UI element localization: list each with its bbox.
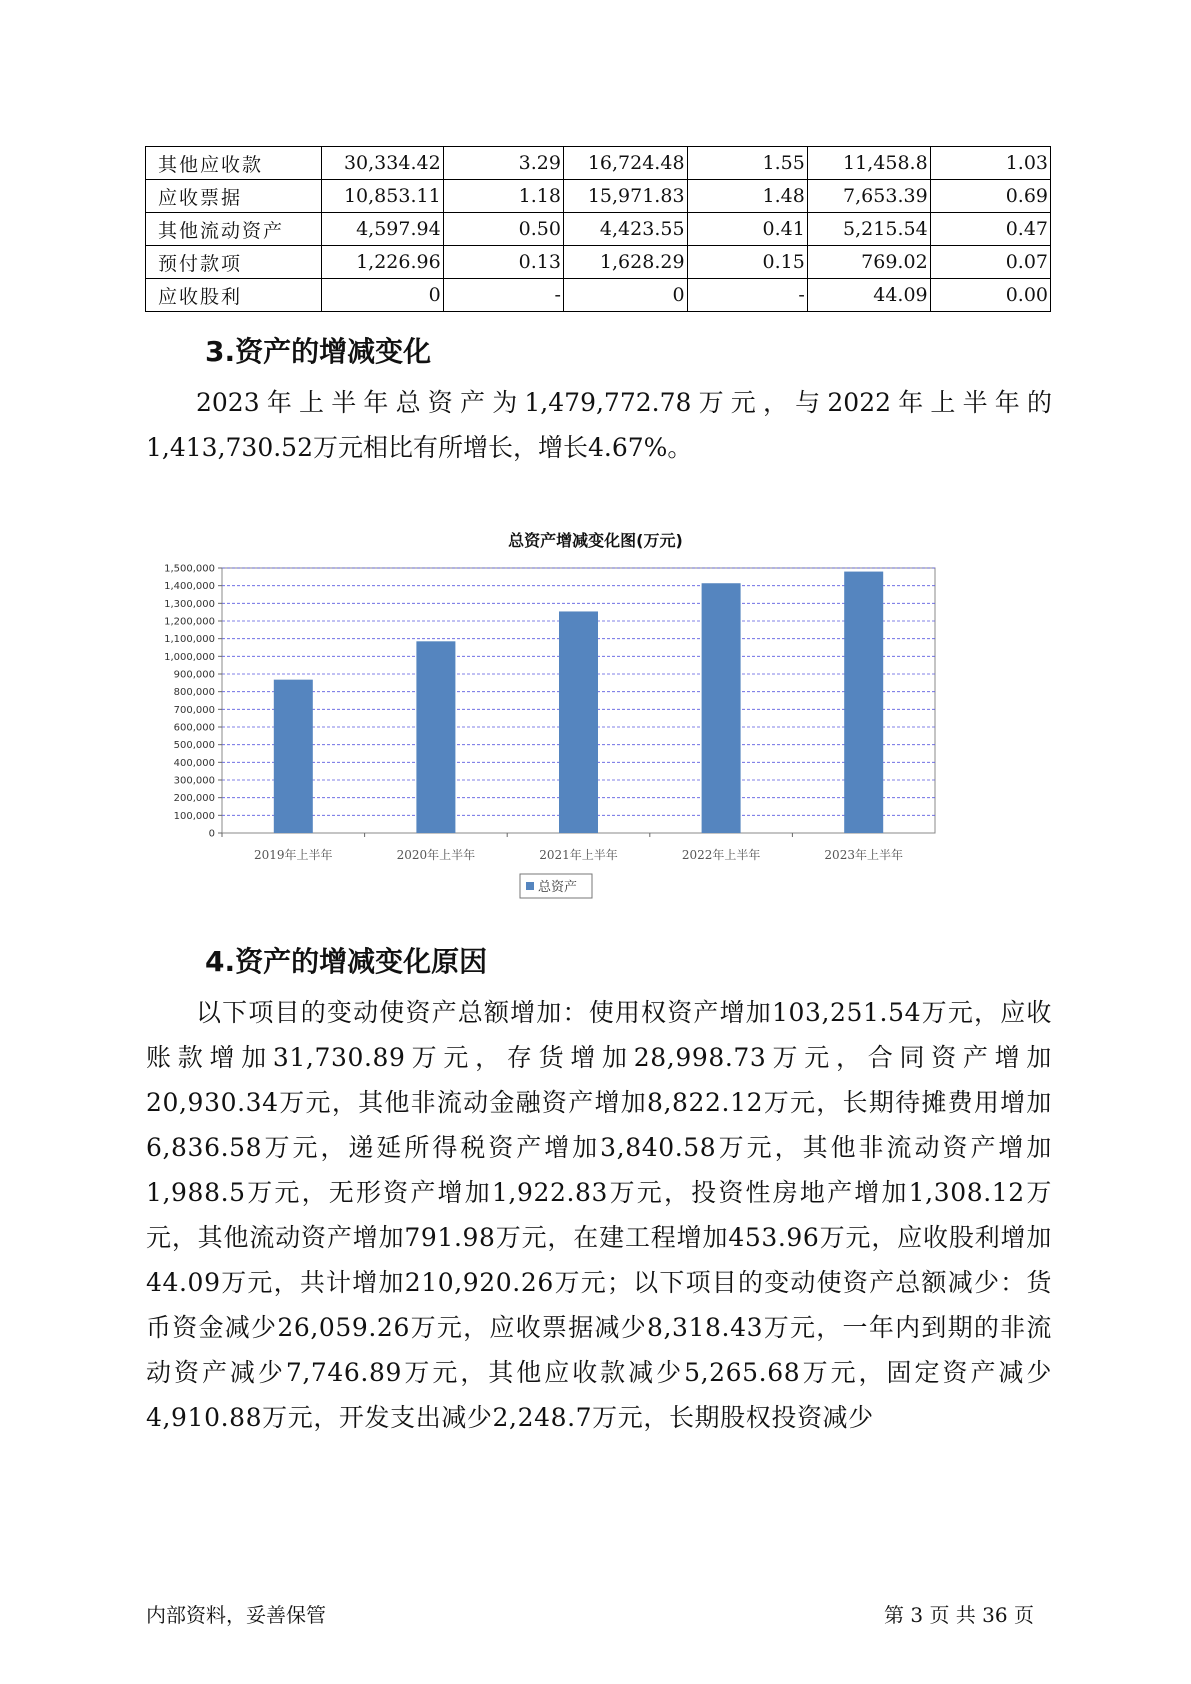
cell-v3: 11,458.8 [807, 147, 930, 180]
y-tick-label: 100,000 [173, 810, 215, 822]
x-tick-label: 2021年上半年 [539, 848, 618, 862]
row-label: 其他应收款 [146, 147, 322, 180]
x-tick-label: 2020年上半年 [396, 848, 476, 862]
cell-p1: 1.18 [443, 180, 563, 213]
row-label: 其他流动资产 [146, 213, 322, 246]
cell-v3: 5,215.54 [807, 213, 930, 246]
cell-p1: - [443, 279, 563, 312]
asset-table [145, 146, 1051, 312]
total-assets-bar-chart [160, 560, 960, 905]
y-tick-label: 300,000 [173, 775, 215, 787]
table-row [146, 147, 1051, 180]
y-tick-label: 1,500,000 [164, 563, 215, 575]
table-row [146, 279, 1051, 312]
y-tick-label: 1,400,000 [164, 581, 215, 593]
chart-title: 总资产增减变化图(万元) [508, 531, 683, 550]
cell-p3: 0.00 [930, 279, 1050, 312]
cell-v1: 4,597.94 [321, 213, 443, 246]
cell-p1: 3.29 [443, 147, 563, 180]
footer-page-number: 第 3 页 共 36 页 [884, 1603, 1034, 1627]
footer-confidential-note: 内部资料，妥善保管 [146, 1603, 326, 1627]
cell-v3: 44.09 [807, 279, 930, 312]
table-row [146, 213, 1051, 246]
cell-v3: 7,653.39 [807, 180, 930, 213]
x-tick-label: 2019年上半年 [254, 848, 333, 862]
cell-p3: 0.07 [930, 246, 1050, 279]
bar [274, 680, 313, 833]
cell-p3: 1.03 [930, 147, 1050, 180]
section-3-paragraph: 2023年上半年总资产为1,479,772.78万元，与2022年上半年的1,413,730.52万元相比有所增长，增长4.67%。 [146, 388, 1052, 462]
row-label: 应收股利 [146, 279, 322, 312]
y-tick-label: 600,000 [173, 722, 215, 734]
cell-v2: 1,628.29 [563, 246, 687, 279]
cell-v1: 30,334.42 [321, 147, 443, 180]
y-tick-label: 700,000 [173, 704, 215, 716]
cell-p2: 0.41 [687, 213, 807, 246]
y-tick-label: 1,000,000 [164, 651, 215, 663]
cell-p1: 0.13 [443, 246, 563, 279]
cell-v2: 4,423.55 [563, 213, 687, 246]
y-tick-label: 1,200,000 [164, 616, 215, 628]
cell-v3: 769.02 [807, 246, 930, 279]
cell-v1: 1,226.96 [321, 246, 443, 279]
cell-p2: 0.15 [687, 246, 807, 279]
cell-p3: 0.47 [930, 213, 1050, 246]
cell-v1: 10,853.11 [321, 180, 443, 213]
y-tick-label: 200,000 [173, 793, 215, 805]
legend-label: 总资产 [538, 880, 578, 895]
cell-p2: 1.48 [687, 180, 807, 213]
row-label: 应收票据 [146, 180, 322, 213]
y-tick-label: 400,000 [173, 757, 215, 769]
y-tick-label: 0 [208, 828, 215, 840]
bar [702, 583, 741, 833]
cell-p3: 0.69 [930, 180, 1050, 213]
bar [559, 611, 598, 833]
y-tick-label: 1,100,000 [164, 634, 215, 646]
cell-v2: 0 [563, 279, 687, 312]
section-4-paragraph: 以下项目的变动使资产总额增加：使用权资产增加103,251.54万元，应收账款增加31,730.89万元，存货增加28,998.73万元，合同资产增加20,930.34万元，其他非流动金融资产增加8,822.12万元，长期待摊费用增加6,836.58万元，递延所得税资产增加3,840.58万元，其他非流动资产增加1,988.5万元，无形资产增加1,922.83万元，投资性房地产增加1,308.12万元，其他流动资产增加791.98万元，在建工程增加453.96万元，应收股利增加44.09万元，共计增加210,920.26万元；以下项目的变动使资产总额减少：货币资金减少26,059.26万元，应收票据减少8,318.43万元，一年内到期的非流动资产减少7,746.89万元，其他应收款减少5,265.68万元，固定资产减少4,910.88万元，开发支出减少2,248.7万元，长期股权投资减少 [146, 998, 1052, 1432]
cell-p2: 1.55 [687, 147, 807, 180]
bar [844, 572, 883, 833]
cell-p2: - [687, 279, 807, 312]
cell-p1: 0.50 [443, 213, 563, 246]
x-tick-label: 2022年上半年 [681, 848, 761, 862]
x-tick-label: 2023年上半年 [824, 848, 903, 862]
section-4-heading: 4.资产的增减变化原因 [205, 945, 488, 978]
row-label: 预付款项 [146, 246, 322, 279]
table-row [146, 246, 1051, 279]
section-3-heading: 3.资产的增减变化 [205, 335, 432, 368]
table-row [146, 180, 1051, 213]
cell-v1: 0 [321, 279, 443, 312]
y-tick-label: 1,300,000 [164, 598, 215, 610]
legend-swatch [526, 882, 534, 890]
y-tick-label: 500,000 [173, 740, 215, 752]
y-tick-label: 800,000 [173, 687, 215, 699]
cell-v2: 16,724.48 [563, 147, 687, 180]
bar [416, 641, 455, 833]
cell-v2: 15,971.83 [563, 180, 687, 213]
y-tick-label: 900,000 [173, 669, 215, 681]
